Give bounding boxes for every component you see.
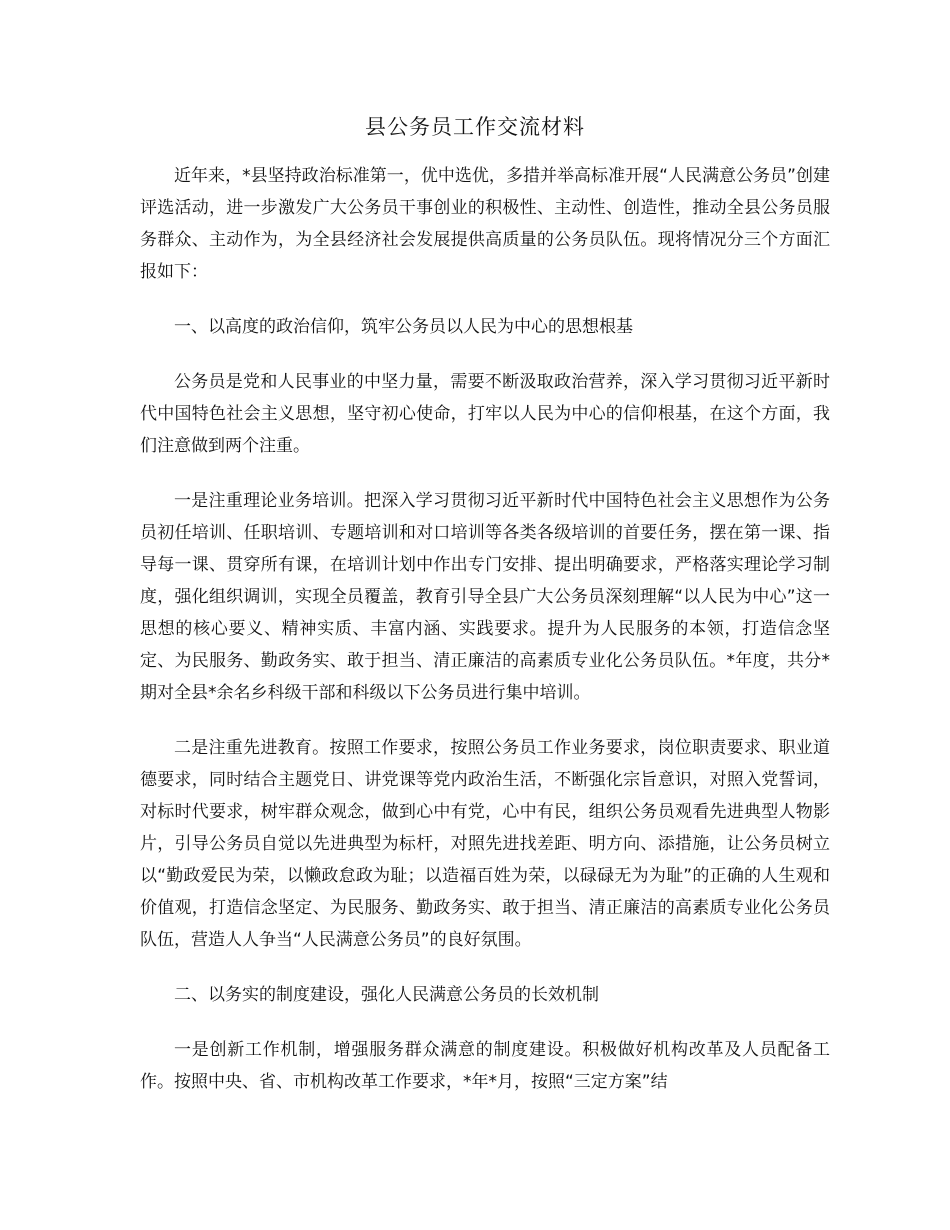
- section-heading-2: 二、以务实的制度建设，强化人民满意公务员的长效机制: [174, 985, 599, 1005]
- intro-paragraph: 近年来，*县坚持政治标准第一，优中选优，多措并举高标准开展“人民满意公务员”创建评选活动，进一步激发广大公务员干事创业的积极性、主动性、创造性，推动全县公务员服务群众、主动作为，为全县经济社会发展提供高质量的公务员队伍。现将情况分三个方面汇报如下：: [140, 166, 830, 282]
- document-title: 县公务员工作交流材料: [365, 115, 585, 139]
- section-1-point-1: 一是注重理论业务培训。把深入学习贯彻习近平新时代中国特色社会主义思想作为公务员初任培训、任职培训、专题培训和对口培训等各类各级培训的首要任务，摆在第一课、指导每一课、贯穿所有课，在培训计划中作出专门安排、提出明确要求，严格落实理论学习制度，强化组织调训，实现全员覆盖，教育引导全县广大公务员深刻理解“以人民为中心”这一思想的核心要义、精神实质、丰富内涵、实践要求。提升为人民服务的本领，打造信念坚定、为民服务、勤政务实、敢于担当、清正廉洁的高素质专业化公务员队伍。*年度，共分*期对全县*余名乡科级干部和科级以下公务员进行集中培训。: [140, 491, 830, 703]
- document-body: [140, 160, 830, 1121]
- section-1-paragraph: 公务员是党和人民事业的中坚力量，需要不断汲取政治营养，深入学习贯彻习近平新时代中国特色社会主义思想，坚守初心使命，打牢以人民为中心的信仰根基，在这个方面，我们注意做到两个注重。: [140, 372, 830, 456]
- section-heading-1: 一、以高度的政治信仰，筑牢公务员以人民为中心的思想根基: [174, 317, 633, 337]
- section-2-point-1: 一是创新工作机制，增强服务群众满意的制度建设。积极做好机构改革及人员配备工作。按照中央、省、市机构改革工作要求，*年*月，按照“三定方案”结: [140, 1040, 830, 1092]
- section-1-point-2: 二是注重先进教育。按照工作要求，按照公务员工作业务要求，岗位职责要求、职业道德要求，同时结合主题党日、讲党课等党内政治生活，不断强化宗旨意识，对照入党誓词，对标时代要求，树牢群众观念，做到心中有党，心中有民，组织公务员观看先进典型人物影片，引导公务员自觉以先进典型为标杆，对照先进找差距、明方向、添措施，让公务员树立以“勤政爱民为荣，以懒政怠政为耻；以造福百姓为荣，以碌碌无为为耻”的正确的人生观和价值观，打造信念坚定、为民服务、勤政务实、敢于担当、清正廉洁的高素质专业化公务员队伍，营造人人争当“人民满意公务员”的良好氛围。: [140, 738, 830, 950]
